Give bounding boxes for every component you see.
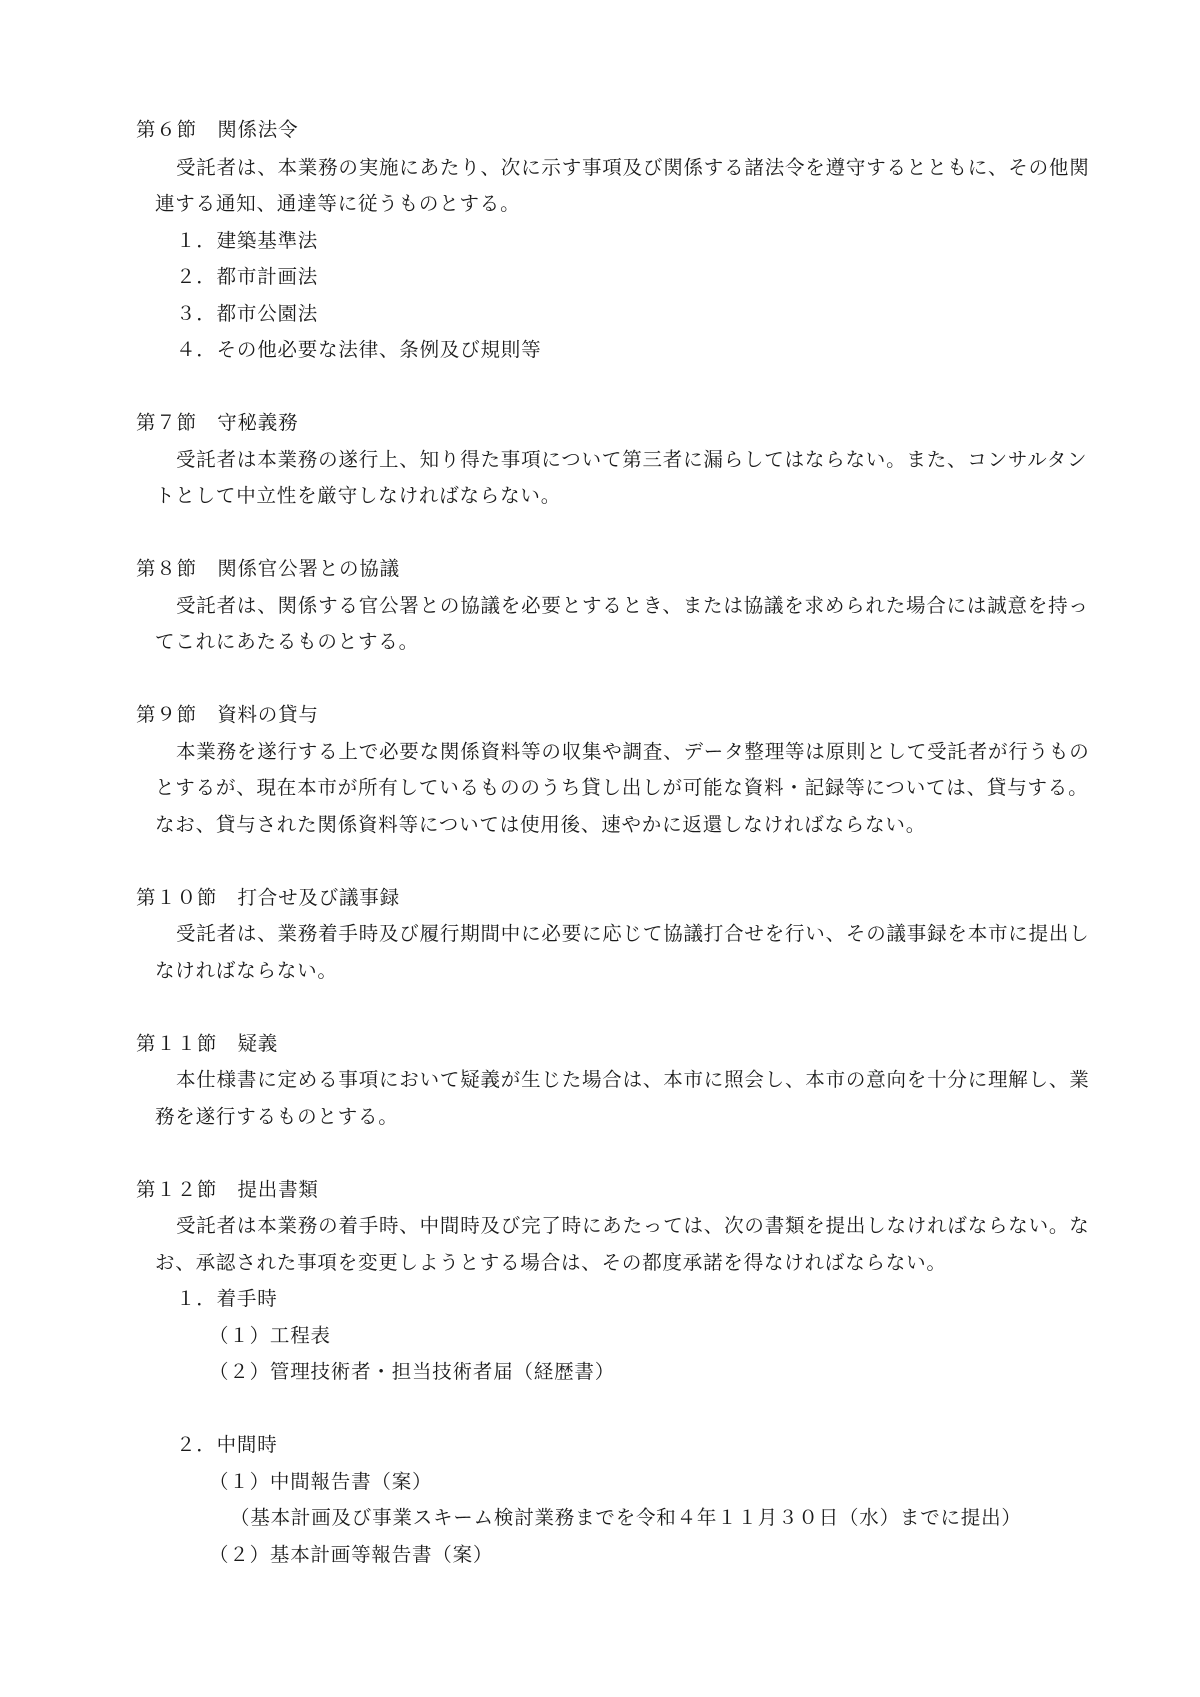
section-6-heading: 第６節 関係法令 — [136, 118, 299, 141]
section-9-heading: 第９節 資料の貸与 — [136, 703, 319, 726]
section-6-list-item: ４．その他必要な法律、条例及び規則等 — [176, 338, 542, 361]
section-12-item-2-sub: （１）中間報告書（案） — [209, 1470, 433, 1493]
section-12-item-2-sub: （２）基本計画等報告書（案） — [209, 1543, 494, 1566]
section-10-paragraph-line-2: なければならない。 — [155, 959, 338, 982]
section-7-paragraph-line-1: 受託者は本業務の遂行上、知り得た事項について第三者に漏らしてはならない。また、コンサルタン — [176, 448, 1088, 471]
section-6-paragraph-line-1: 受託者は、本業務の実施にあたり、次に示す事項及び関係する諸法令を遵守するとともに、その他関 — [176, 156, 1090, 179]
section-12-item-2-label: ２．中間時 — [176, 1433, 278, 1456]
section-9-paragraph-line-2: とするが、現在本市が所有しているもののうち貸し出しが可能な資料・記録等については、貸与する。 — [155, 776, 1089, 799]
section-9-paragraph-line-1: 本業務を遂行する上で必要な関係資料等の収集や調査、データ整理等は原則として受託者が行うもの — [176, 740, 1090, 763]
section-8-heading: 第８節 関係官公署との協議 — [136, 557, 400, 580]
section-12-item-1-sub: （１）工程表 — [209, 1324, 331, 1347]
section-10-paragraph-line-1: 受託者は、業務着手時及び履行期間中に必要に応じて協議打合せを行い、その議事録を本市に提出し — [176, 922, 1090, 945]
section-12-paragraph-line-1: 受託者は本業務の着手時、中間時及び完了時にあたっては、次の書類を提出しなければならない。な — [176, 1214, 1090, 1237]
section-6-list-item: ３．都市公園法 — [176, 302, 319, 325]
section-8-paragraph-line-2: てこれにあたるものとする。 — [155, 630, 419, 653]
section-7-heading: 第７節 守秘義務 — [136, 411, 299, 434]
section-12-item-1-sub: （２）管理技術者・担当技術者届（経歴書） — [209, 1360, 616, 1383]
section-9-paragraph-line-3: なお、貸与された関係資料等については使用後、速やかに返還しなければならない。 — [155, 813, 927, 836]
section-7-paragraph-line-2: トとして中立性を厳守しなければならない。 — [155, 484, 562, 507]
section-12-item-1-label: １．着手時 — [176, 1287, 278, 1310]
section-12-heading: 第１２節 提出書類 — [136, 1178, 319, 1201]
section-11-heading: 第１１節 疑義 — [136, 1032, 279, 1055]
section-6-list-item: １．建築基準法 — [176, 229, 319, 252]
section-11-paragraph-line-1: 本仕様書に定める事項において疑義が生じた場合は、本市に照会し、本市の意向を十分に理解し、業 — [176, 1068, 1090, 1091]
section-6-list-item: ２．都市計画法 — [176, 265, 319, 288]
section-8-paragraph-line-1: 受託者は、関係する官公署との協議を必要とするとき、または協議を求められた場合には誠意を持っ — [176, 594, 1089, 617]
section-12-paragraph-line-2: お、承認された事項を変更しようとする場合は、その都度承諾を得なければならない。 — [155, 1251, 947, 1274]
section-10-heading: 第１０節 打合せ及び議事録 — [136, 886, 400, 909]
section-6-paragraph-line-2: 連する通知、通達等に従うものとする。 — [155, 192, 521, 215]
section-11-paragraph-line-2: 務を遂行するものとする。 — [155, 1105, 399, 1128]
section-12-item-2-note: （基本計画及び事業スキーム検討業務までを令和４年１１月３０日（水）までに提出） — [230, 1506, 1022, 1529]
